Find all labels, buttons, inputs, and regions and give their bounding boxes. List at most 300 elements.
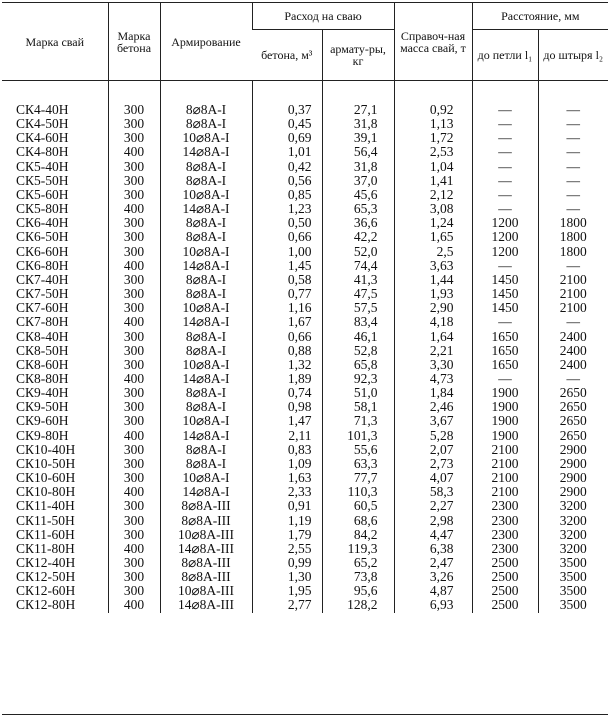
header-distance: Расстояние, мм xyxy=(472,3,608,30)
cell-mass: 4,47 xyxy=(394,528,472,542)
cell-concrete-grade: 300 xyxy=(108,471,160,485)
table-row xyxy=(2,81,608,118)
cell-reinforcement: 14⌀8А-I xyxy=(160,202,252,216)
cell-concrete-grade: 300 xyxy=(108,556,160,570)
cell-steel: 57,5 xyxy=(322,301,394,315)
table-row xyxy=(2,315,608,329)
cell-to-loop: — xyxy=(472,188,538,202)
cell-reinforcement: 8⌀8А-I xyxy=(160,400,252,414)
cell-mark: СК12-40Н xyxy=(16,555,76,570)
cell-mass: 2,47 xyxy=(394,556,472,570)
cell-concrete-volume: 0,85 xyxy=(252,188,322,202)
cell-concrete-volume: 0,88 xyxy=(252,344,322,358)
cell-to-pin: 3200 xyxy=(538,528,608,542)
cell-steel: 73,8 xyxy=(322,570,394,584)
cell-to-loop: 2300 xyxy=(472,499,538,513)
cell-mass: 1,93 xyxy=(394,287,472,301)
cell-reinforcement: 10⌀8А-I xyxy=(160,471,252,485)
cell-concrete-grade: 300 xyxy=(108,570,160,584)
cell-concrete-grade: 300 xyxy=(108,216,160,230)
cell-concrete-grade: 300 xyxy=(108,81,160,118)
cell-concrete-volume: 2,11 xyxy=(252,429,322,443)
cell-concrete-volume: 1,45 xyxy=(252,259,322,273)
cell-reinforcement: 10⌀8А-I xyxy=(160,188,252,202)
cell-steel: 83,4 xyxy=(322,315,394,329)
cell-reinforcement: 8⌀8А-I xyxy=(160,117,252,131)
cell-to-loop: 1900 xyxy=(472,386,538,400)
cell-reinforcement: 8⌀8А-I xyxy=(160,230,252,244)
cell-concrete-volume: 0,74 xyxy=(252,386,322,400)
cell-reinforcement: 8⌀8А-I xyxy=(160,216,252,230)
table-row xyxy=(2,556,608,570)
cell-mass: 2,07 xyxy=(394,443,472,457)
cell-concrete-grade: 300 xyxy=(108,301,160,315)
table-row xyxy=(2,570,608,584)
cell-reinforcement: 8⌀8А-I xyxy=(160,174,252,188)
cell-reinforcement: 8⌀8А-I xyxy=(160,81,252,118)
cell-mark: СК9-40Н xyxy=(16,385,69,401)
header-consumption: Расход на сваю xyxy=(252,3,394,30)
cell-mass: 0,92 xyxy=(394,81,472,118)
cell-mark: СК9-80Н xyxy=(16,427,69,443)
cell-mark: СК6-60Н xyxy=(16,243,69,259)
cell-mark: СК7-50Н xyxy=(16,286,69,302)
cell-to-pin: 1800 xyxy=(538,245,608,259)
cell-to-loop: — xyxy=(472,202,538,216)
cell-reinforcement: 10⌀8А-III xyxy=(160,584,252,598)
header-to-pin: до штыря l₂ xyxy=(538,30,608,81)
cell-mark: СК11-80Н xyxy=(16,540,75,556)
table-row xyxy=(2,499,608,513)
cell-to-loop: — xyxy=(472,81,538,118)
cell-to-loop: 2500 xyxy=(472,598,538,612)
cell-to-pin: 2100 xyxy=(538,301,608,315)
cell-mass: 2,73 xyxy=(394,457,472,471)
cell-to-loop: 2500 xyxy=(472,584,538,598)
cell-steel: 65,8 xyxy=(322,358,394,372)
table-row xyxy=(2,230,608,244)
cell-mark: СК6-80Н xyxy=(16,257,69,273)
cell-to-loop: 1900 xyxy=(472,429,538,443)
cell-to-loop: — xyxy=(472,117,538,131)
cell-concrete-grade: 400 xyxy=(108,485,160,499)
cell-to-loop: — xyxy=(472,131,538,145)
cell-concrete-volume: 1,19 xyxy=(252,514,322,528)
cell-steel: 60,5 xyxy=(322,499,394,513)
table-bottom-rule xyxy=(2,714,608,715)
cell-to-pin: 3200 xyxy=(538,542,608,556)
cell-concrete-grade: 300 xyxy=(108,188,160,202)
cell-concrete-grade: 300 xyxy=(108,131,160,145)
cell-concrete-volume: 0,98 xyxy=(252,400,322,414)
cell-mass: 4,18 xyxy=(394,315,472,329)
cell-concrete-grade: 300 xyxy=(108,400,160,414)
cell-steel: 95,6 xyxy=(322,584,394,598)
cell-mass: 1,64 xyxy=(394,330,472,344)
cell-to-loop: 1200 xyxy=(472,230,538,244)
cell-concrete-grade: 300 xyxy=(108,457,160,471)
cell-concrete-volume: 0,69 xyxy=(252,131,322,145)
table-row xyxy=(2,485,608,499)
cell-concrete-volume: 0,99 xyxy=(252,556,322,570)
cell-to-pin: 1800 xyxy=(538,230,608,244)
cell-reinforcement: 8⌀8А-I xyxy=(160,386,252,400)
cell-mass: 1,24 xyxy=(394,216,472,230)
table-row xyxy=(2,117,608,131)
cell-reinforcement: 10⌀8А-I xyxy=(160,358,252,372)
table-row xyxy=(2,528,608,542)
cell-reinforcement: 14⌀8А-I xyxy=(160,259,252,273)
cell-to-pin: — xyxy=(538,81,608,118)
cell-concrete-volume: 0,66 xyxy=(252,230,322,244)
cell-concrete-grade: 300 xyxy=(108,287,160,301)
cell-concrete-volume: 1,95 xyxy=(252,584,322,598)
table-row xyxy=(2,287,608,301)
cell-to-pin: 2650 xyxy=(538,429,608,443)
cell-mark: СК5-80Н xyxy=(16,201,69,217)
cell-steel: 55,6 xyxy=(322,443,394,457)
cell-concrete-volume: 1,63 xyxy=(252,471,322,485)
cell-concrete-grade: 400 xyxy=(108,372,160,386)
cell-concrete-volume: 0,37 xyxy=(252,81,322,118)
table-row xyxy=(2,188,608,202)
table-row xyxy=(2,131,608,145)
cell-concrete-grade: 300 xyxy=(108,443,160,457)
cell-to-loop: 2500 xyxy=(472,570,538,584)
cell-mark: СК10-50Н xyxy=(16,455,76,471)
cell-reinforcement: 14⌀8А-I xyxy=(160,315,252,329)
cell-mass: 3,08 xyxy=(394,202,472,216)
cell-mark: СК12-60Н xyxy=(16,583,76,599)
cell-steel: 84,2 xyxy=(322,528,394,542)
cell-to-pin: — xyxy=(538,160,608,174)
cell-mass: 2,90 xyxy=(394,301,472,315)
cell-mass: 2,98 xyxy=(394,514,472,528)
table-row xyxy=(2,386,608,400)
cell-steel: 39,1 xyxy=(322,131,394,145)
cell-concrete-grade: 300 xyxy=(108,230,160,244)
cell-concrete-grade: 300 xyxy=(108,358,160,372)
cell-concrete-volume: 0,91 xyxy=(252,499,322,513)
cell-reinforcement: 8⌀8А-I xyxy=(160,457,252,471)
cell-to-loop: 2100 xyxy=(472,443,538,457)
cell-steel: 42,2 xyxy=(322,230,394,244)
cell-to-loop: — xyxy=(472,315,538,329)
cell-steel: 37,0 xyxy=(322,174,394,188)
cell-mass: 2,53 xyxy=(394,145,472,159)
cell-mass: 1,65 xyxy=(394,230,472,244)
cell-steel: 63,3 xyxy=(322,457,394,471)
cell-steel: 77,7 xyxy=(322,471,394,485)
table-row xyxy=(2,174,608,188)
cell-mass: 2,12 xyxy=(394,188,472,202)
cell-reinforcement: 8⌀8А-I xyxy=(160,330,252,344)
cell-mark: СК8-40Н xyxy=(16,328,69,344)
cell-concrete-grade: 400 xyxy=(108,145,160,159)
cell-concrete-volume: 0,66 xyxy=(252,330,322,344)
cell-to-loop: 2100 xyxy=(472,471,538,485)
table-row xyxy=(2,443,608,457)
cell-mark: СК7-60Н xyxy=(16,300,69,316)
cell-concrete-grade: 300 xyxy=(108,528,160,542)
cell-mark: СК7-80Н xyxy=(16,314,69,330)
cell-steel: 71,3 xyxy=(322,414,394,428)
cell-mark: СК11-40Н xyxy=(16,498,75,514)
cell-concrete-grade: 300 xyxy=(108,160,160,174)
cell-steel: 31,8 xyxy=(322,117,394,131)
header-concrete-volume: бетона, м³ xyxy=(252,30,322,81)
table-row xyxy=(2,584,608,598)
cell-to-loop: 1450 xyxy=(472,287,538,301)
cell-mark: СК9-50Н xyxy=(16,399,69,415)
cell-mark: СК10-40Н xyxy=(16,441,76,457)
cell-concrete-volume: 0,83 xyxy=(252,443,322,457)
cell-steel: 74,4 xyxy=(322,259,394,273)
cell-to-pin: 2400 xyxy=(538,358,608,372)
cell-mass: 1,84 xyxy=(394,386,472,400)
cell-concrete-volume: 0,77 xyxy=(252,287,322,301)
cell-to-loop: 2100 xyxy=(472,457,538,471)
table-row xyxy=(2,542,608,556)
cell-reinforcement: 10⌀8А-III xyxy=(160,528,252,542)
cell-mark: СК7-40Н xyxy=(16,271,69,287)
cell-to-pin: 3200 xyxy=(538,514,608,528)
cell-steel: 65,2 xyxy=(322,556,394,570)
cell-concrete-volume: 1,67 xyxy=(252,315,322,329)
cell-reinforcement: 14⌀8А-I xyxy=(160,145,252,159)
cell-to-loop: 1200 xyxy=(472,216,538,230)
cell-to-loop: 1450 xyxy=(472,273,538,287)
header-to-loop: до петли l₁ xyxy=(472,30,538,81)
cell-reinforcement: 10⌀8А-I xyxy=(160,414,252,428)
cell-to-pin: 2100 xyxy=(538,287,608,301)
cell-to-pin: 3500 xyxy=(538,598,608,612)
cell-steel: 45,6 xyxy=(322,188,394,202)
table-row xyxy=(2,245,608,259)
table-row xyxy=(2,202,608,216)
cell-reinforcement: 8⌀8А-III xyxy=(160,556,252,570)
cell-to-pin: 2900 xyxy=(538,485,608,499)
cell-concrete-volume: 0,56 xyxy=(252,174,322,188)
cell-to-pin: 3500 xyxy=(538,570,608,584)
cell-to-pin: 2900 xyxy=(538,471,608,485)
table-row xyxy=(2,344,608,358)
cell-reinforcement: 8⌀8А-III xyxy=(160,499,252,513)
cell-to-loop: 2300 xyxy=(472,514,538,528)
cell-to-pin: 2400 xyxy=(538,330,608,344)
cell-mark: СК4-40Н xyxy=(16,102,69,117)
cell-to-pin: 2650 xyxy=(538,400,608,414)
cell-to-loop: — xyxy=(472,372,538,386)
cell-to-pin: 2650 xyxy=(538,386,608,400)
cell-reinforcement: 14⌀8А-III xyxy=(160,598,252,612)
header-concrete-grade: Марка бетона xyxy=(108,3,160,81)
cell-mark: СК4-60Н xyxy=(16,130,69,146)
table-row xyxy=(2,358,608,372)
cell-steel: 58,1 xyxy=(322,400,394,414)
cell-steel: 68,6 xyxy=(322,514,394,528)
cell-concrete-grade: 300 xyxy=(108,344,160,358)
cell-concrete-volume: 0,42 xyxy=(252,160,322,174)
table-row xyxy=(2,471,608,485)
cell-to-pin: — xyxy=(538,145,608,159)
cell-mass: 4,87 xyxy=(394,584,472,598)
cell-concrete-volume: 1,32 xyxy=(252,358,322,372)
cell-concrete-volume: 2,55 xyxy=(252,542,322,556)
cell-steel: 128,2 xyxy=(322,598,394,612)
cell-concrete-grade: 300 xyxy=(108,414,160,428)
cell-concrete-grade: 400 xyxy=(108,315,160,329)
cell-to-loop: 1900 xyxy=(472,400,538,414)
cell-to-pin: 3500 xyxy=(538,556,608,570)
cell-reinforcement: 8⌀8А-I xyxy=(160,443,252,457)
cell-to-pin: — xyxy=(538,202,608,216)
cell-concrete-volume: 0,58 xyxy=(252,273,322,287)
cell-steel: 65,3 xyxy=(322,202,394,216)
cell-mass: 3,26 xyxy=(394,570,472,584)
cell-concrete-volume: 0,45 xyxy=(252,117,322,131)
cell-to-loop: 1650 xyxy=(472,358,538,372)
table-row xyxy=(2,160,608,174)
cell-mark: СК9-60Н xyxy=(16,413,69,429)
cell-mass: 1,72 xyxy=(394,131,472,145)
cell-mass: 58,3 xyxy=(394,485,472,499)
cell-to-loop: — xyxy=(472,259,538,273)
cell-mark: СК12-80Н xyxy=(16,597,76,613)
cell-reinforcement: 14⌀8А-I xyxy=(160,372,252,386)
cell-mark: СК5-40Н xyxy=(16,158,69,174)
table-row xyxy=(2,301,608,315)
cell-to-pin: — xyxy=(538,117,608,131)
cell-to-loop: 1650 xyxy=(472,344,538,358)
cell-to-pin: — xyxy=(538,174,608,188)
cell-steel: 36,6 xyxy=(322,216,394,230)
table-row xyxy=(2,514,608,528)
table-body xyxy=(2,81,608,613)
cell-steel: 101,3 xyxy=(322,429,394,443)
cell-to-pin: — xyxy=(538,315,608,329)
cell-concrete-volume: 2,77 xyxy=(252,598,322,612)
cell-concrete-volume: 1,16 xyxy=(252,301,322,315)
cell-mark: СК4-80Н xyxy=(16,144,69,160)
cell-mark: СК11-60Н xyxy=(16,526,75,542)
cell-steel: 52,8 xyxy=(322,344,394,358)
cell-mark: СК4-50Н xyxy=(16,116,69,132)
cell-concrete-grade: 300 xyxy=(108,514,160,528)
cell-to-loop: — xyxy=(472,160,538,174)
cell-to-pin: 2650 xyxy=(538,414,608,428)
cell-to-loop: 1900 xyxy=(472,414,538,428)
cell-steel: 41,3 xyxy=(322,273,394,287)
cell-mark: СК5-60Н xyxy=(16,186,69,202)
cell-concrete-grade: 400 xyxy=(108,598,160,612)
cell-mass: 3,30 xyxy=(394,358,472,372)
cell-steel: 31,8 xyxy=(322,160,394,174)
cell-mark: СК11-50Н xyxy=(16,512,75,528)
cell-concrete-grade: 400 xyxy=(108,259,160,273)
header-steel: армату-ры, кг xyxy=(322,30,394,81)
cell-mark: СК8-80Н xyxy=(16,370,69,386)
cell-to-pin: — xyxy=(538,188,608,202)
table-row xyxy=(2,372,608,386)
cell-to-pin: 3500 xyxy=(538,584,608,598)
cell-to-loop: 2100 xyxy=(472,485,538,499)
cell-mark: СК6-50Н xyxy=(16,229,69,245)
cell-mass: 1,41 xyxy=(394,174,472,188)
cell-steel: 92,3 xyxy=(322,372,394,386)
cell-mass: 1,13 xyxy=(394,117,472,131)
cell-mark: СК10-80Н xyxy=(16,484,76,500)
cell-mark: СК10-60Н xyxy=(16,470,76,486)
cell-reinforcement: 8⌀8А-I xyxy=(160,160,252,174)
cell-to-pin: — xyxy=(538,131,608,145)
cell-concrete-grade: 300 xyxy=(108,273,160,287)
cell-concrete-grade: 300 xyxy=(108,584,160,598)
cell-steel: 52,0 xyxy=(322,245,394,259)
cell-mark: СК12-50Н xyxy=(16,569,76,585)
cell-steel: 119,3 xyxy=(322,542,394,556)
cell-reinforcement: 10⌀8А-I xyxy=(160,301,252,315)
cell-concrete-volume: 1,30 xyxy=(252,570,322,584)
table-row xyxy=(2,414,608,428)
cell-to-pin: 2900 xyxy=(538,457,608,471)
cell-mass: 5,28 xyxy=(394,429,472,443)
cell-to-pin: 3200 xyxy=(538,499,608,513)
cell-mass: 2,46 xyxy=(394,400,472,414)
cell-mass: 4,07 xyxy=(394,471,472,485)
cell-mass: 6,93 xyxy=(394,598,472,612)
cell-reinforcement: 14⌀8А-III xyxy=(160,542,252,556)
table-row xyxy=(2,330,608,344)
cell-to-loop: — xyxy=(472,145,538,159)
cell-to-loop: 2300 xyxy=(472,528,538,542)
table-row xyxy=(2,273,608,287)
cell-concrete-grade: 300 xyxy=(108,117,160,131)
cell-mark: СК6-40Н xyxy=(16,215,69,231)
cell-concrete-volume: 2,33 xyxy=(252,485,322,499)
cell-to-pin: 1800 xyxy=(538,216,608,230)
cell-reinforcement: 14⌀8А-I xyxy=(160,485,252,499)
table-row xyxy=(2,400,608,414)
cell-concrete-grade: 400 xyxy=(108,429,160,443)
table-row xyxy=(2,216,608,230)
cell-concrete-volume: 1,47 xyxy=(252,414,322,428)
cell-concrete-grade: 400 xyxy=(108,542,160,556)
table-row xyxy=(2,457,608,471)
cell-concrete-volume: 1,89 xyxy=(252,372,322,386)
cell-concrete-grade: 300 xyxy=(108,386,160,400)
cell-reinforcement: 8⌀8А-I xyxy=(160,287,252,301)
cell-concrete-volume: 1,01 xyxy=(252,145,322,159)
cell-concrete-grade: 300 xyxy=(108,174,160,188)
cell-mass: 3,63 xyxy=(394,259,472,273)
table-row xyxy=(2,145,608,159)
cell-to-loop: 1650 xyxy=(472,330,538,344)
cell-to-loop: 2300 xyxy=(472,542,538,556)
cell-concrete-volume: 1,09 xyxy=(252,457,322,471)
cell-to-pin: 2900 xyxy=(538,443,608,457)
cell-to-pin: — xyxy=(538,372,608,386)
cell-concrete-grade: 300 xyxy=(108,245,160,259)
cell-to-pin: 2100 xyxy=(538,273,608,287)
cell-concrete-grade: 300 xyxy=(108,499,160,513)
header-row-1 xyxy=(2,3,608,30)
cell-steel: 51,0 xyxy=(322,386,394,400)
table-row xyxy=(2,429,608,443)
cell-mark: СК5-50Н xyxy=(16,172,69,188)
cell-reinforcement: 8⌀8А-I xyxy=(160,344,252,358)
cell-to-loop: 1200 xyxy=(472,245,538,259)
